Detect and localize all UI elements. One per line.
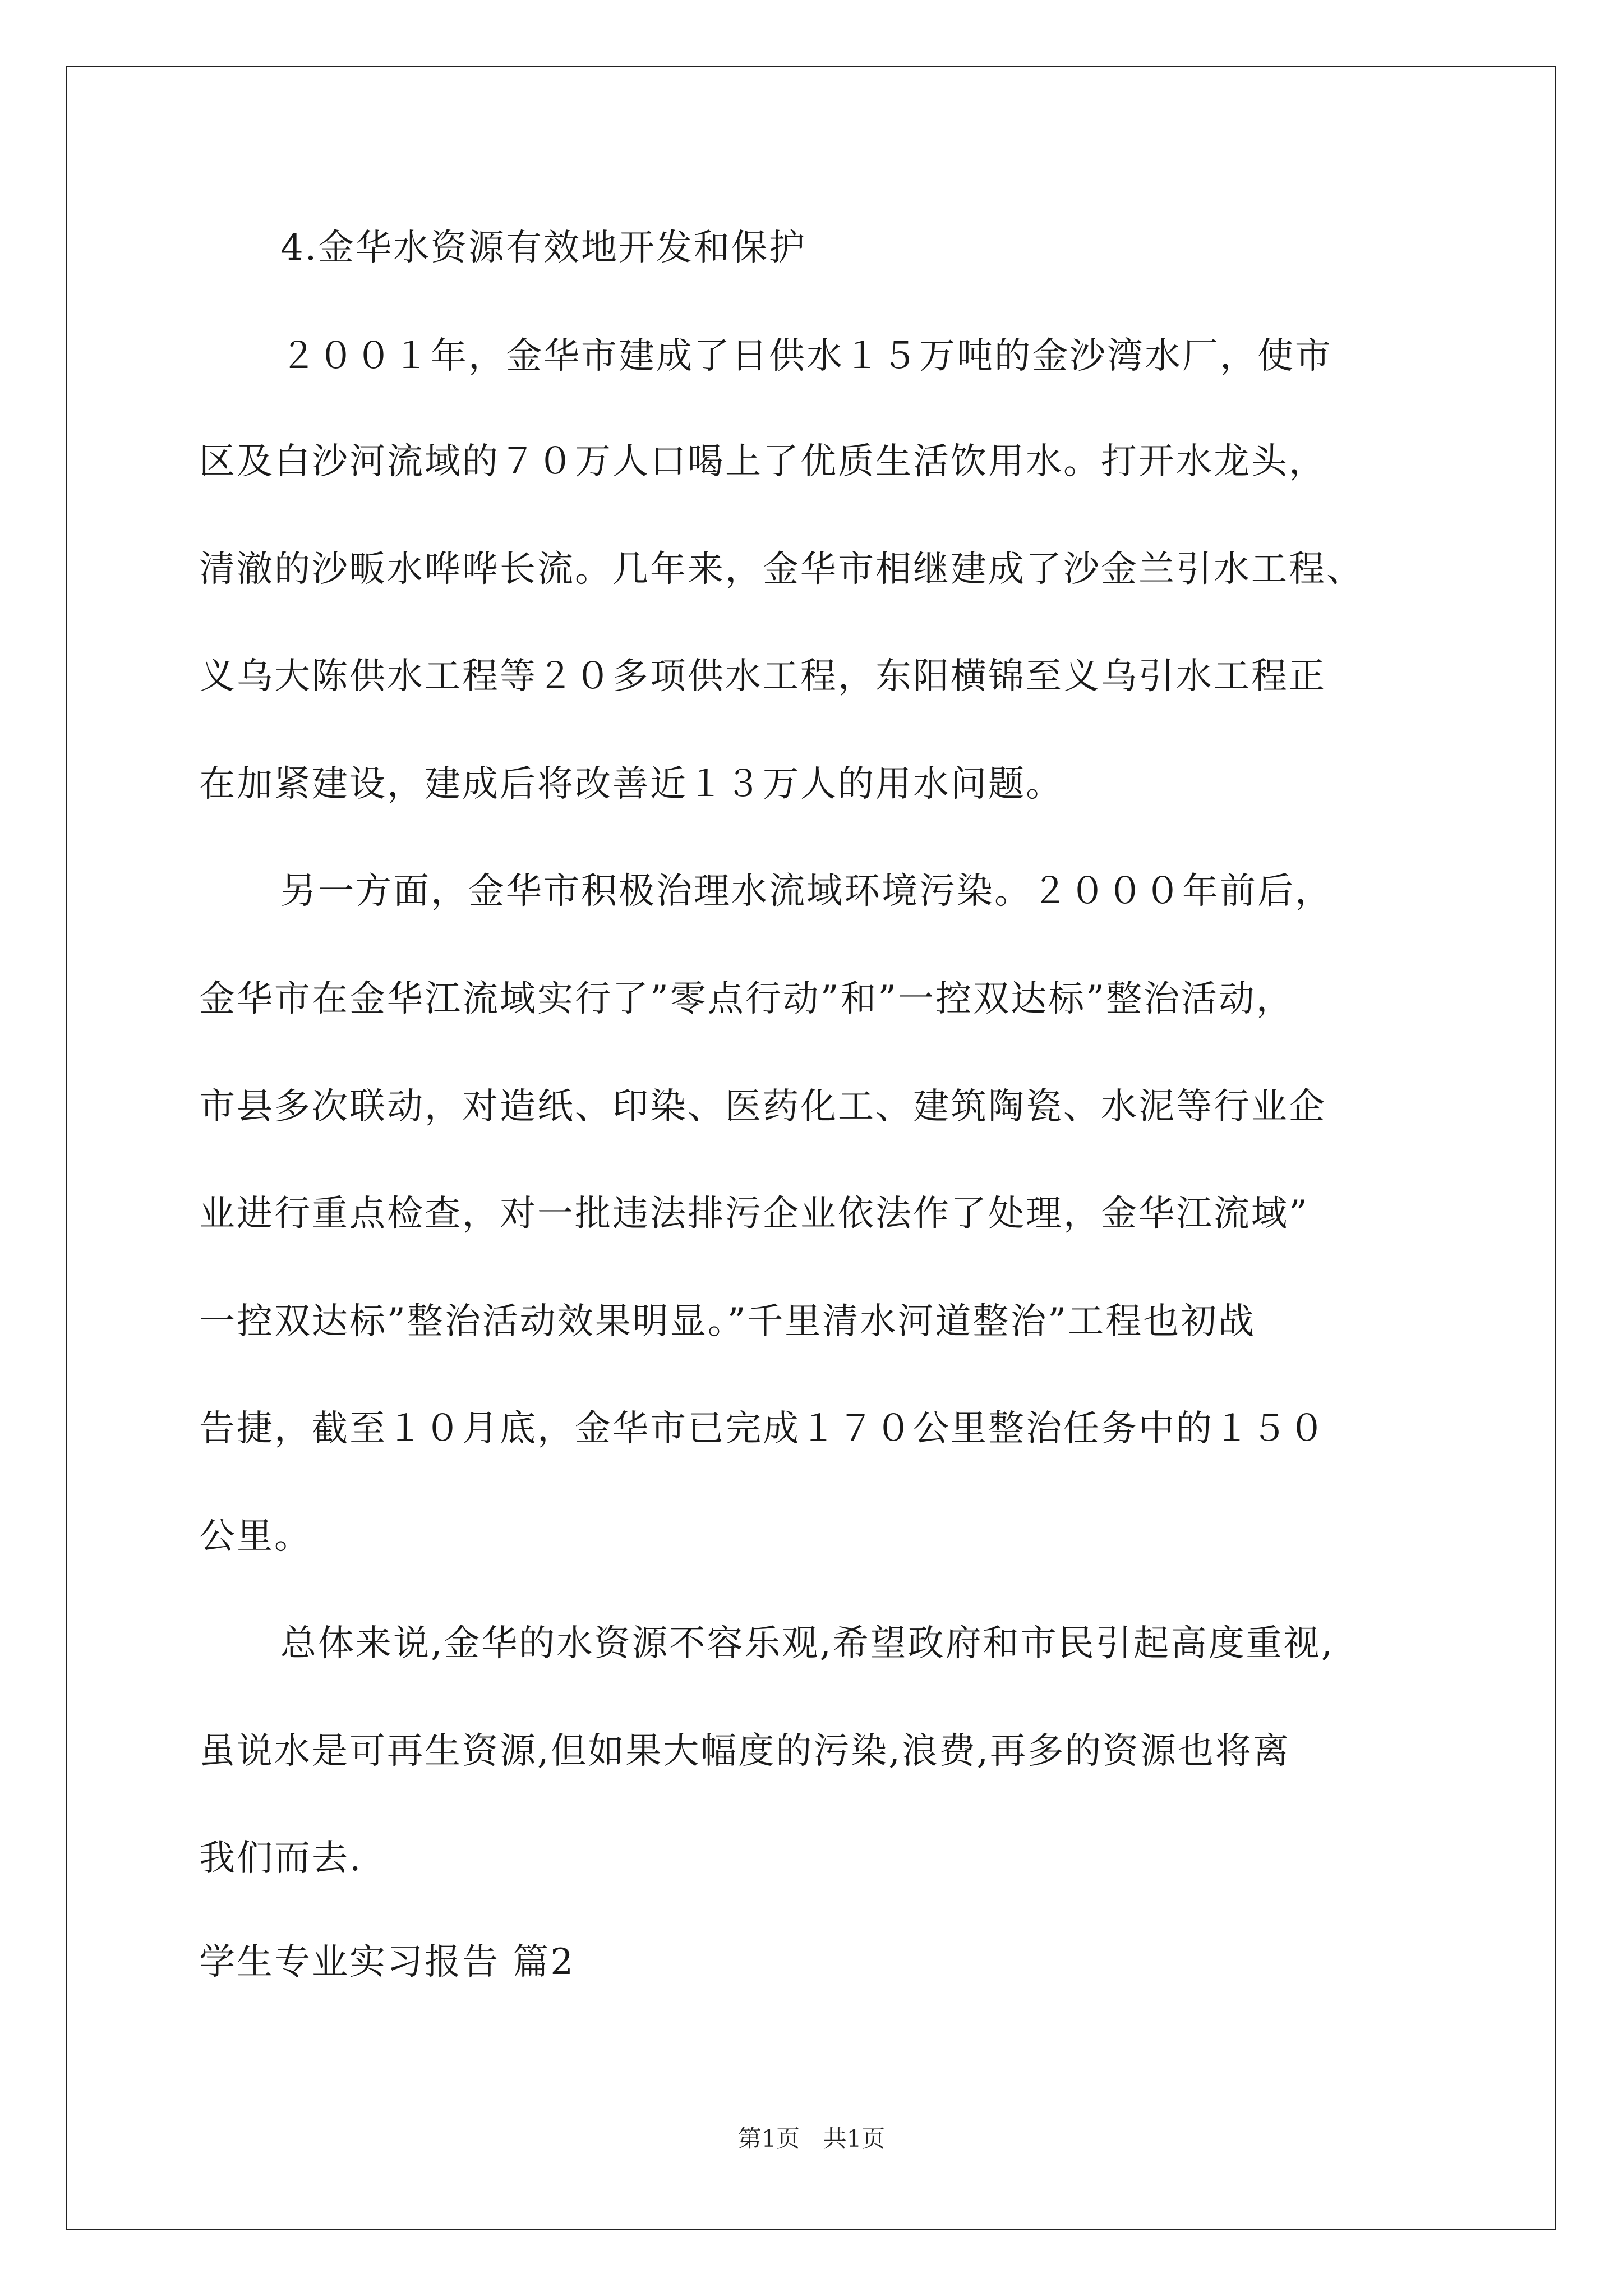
page-border xyxy=(66,66,1556,2230)
paragraph-1-line-3: 清澈的沙畈水哗哗长流。几年来，金华市相继建成了沙金兰引水工程、 xyxy=(199,549,1364,590)
paragraph-3-line-1: 总体来说,金华的水资源不容乐观,希望政府和市民引起高度重视, xyxy=(280,1623,1335,1664)
paragraph-1-line-1: ２００１年，金华市建成了日供水１５万吨的金沙湾水厂，使市 xyxy=(280,335,1332,377)
paragraph-2-line-6: 告捷，截至１０月底，金华市已完成１７０公里整治任务中的１５０ xyxy=(199,1408,1326,1450)
paragraph-1-line-2: 区及白沙河流域的７０万人口喝上了优质生活饮用水。打开水龙头， xyxy=(199,441,1326,482)
paragraph-3-line-2: 虽说水是可再生资源,但如果大幅度的污染,浪费,再多的资源也将离 xyxy=(199,1731,1291,1772)
page-number: 第1页 xyxy=(737,2125,800,2152)
page-footer xyxy=(0,2127,1623,2151)
paragraph-1-line-5: 在加紧建设，建成后将改善近１３万人的用水问题。 xyxy=(199,763,1063,805)
paragraph-3-line-3: 我们而去. xyxy=(199,1838,363,1879)
paragraph-2-line-3: 市县多次联动，对造纸、印染、医药化工、建筑陶瓷、水泥等行业企 xyxy=(199,1086,1326,1128)
paragraph-2-line-5: 一控双达标”整治活动效果明显。”千里清水河道整治”工程也初战 xyxy=(199,1301,1256,1342)
paragraph-1-line-4: 义乌大陈供水工程等２０多项供水工程，东阳横锦至义乌引水工程正 xyxy=(199,656,1326,697)
paragraph-2-line-4: 业进行重点检查，对一批违法排污企业依法作了处理，金华江流域” xyxy=(199,1193,1309,1235)
paragraph-2-line-2: 金华市在金华江流域实行了”零点行动”和”一控双达标”整治活动， xyxy=(199,978,1294,1020)
paragraph-2-line-1: 另一方面，金华市积极治理水流域环境污染。２０００年前后， xyxy=(280,871,1332,912)
paragraph-2-line-7: 公里。 xyxy=(199,1516,312,1557)
section-heading: 4.金华水资源有效地开发和保护 xyxy=(280,227,807,269)
section-title: 学生专业实习报告 篇2 xyxy=(199,1941,575,1983)
page-total: 共1页 xyxy=(823,2125,886,2152)
